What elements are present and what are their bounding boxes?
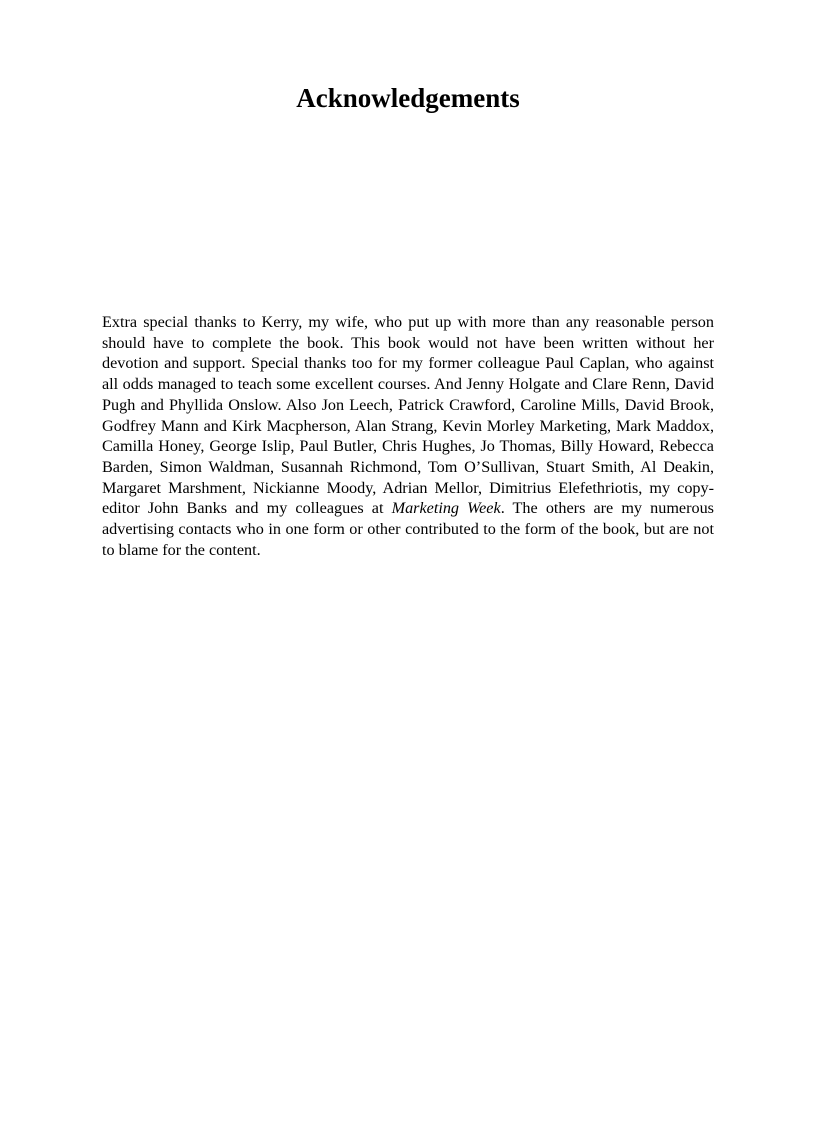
paragraph-text-after-italic: . The others are my numerous advertising contacts who in one form or other contributed to the form of the book, but are not to blame for the content. [102, 499, 714, 559]
paragraph-text-before-italic: Extra special thanks to Kerry, my wife, who put up with more than any reasonable person should have to complete the book. This book would not have been written without her devotion and support. Special thanks too for my former colleague Paul Caplan, who against all odds managed to teach some excellent courses. And Jenny Holgate and Clare Renn, David Pugh and Phyllida Onslow. Also Jon Leech, Patrick Crawford, Caroline Mills, David Brook, Godfrey Mann and Kirk Macpherson, Alan Strang, Kevin Morley Marketing, Mark Maddox, Camilla Honey, George Islip, Paul Butler, Chris Hughes, Jo Thomas, Billy Howard, Rebecca Barden, Simon Waldman, Susannah Richmond, Tom O’Sullivan, Stuart Smith, Al Deakin, Margaret Marshment, Nickianne Moody, Adrian Mellor, Dimitrius Elefethriotis, my copy-editor John Banks and my colleagues at [102, 313, 714, 518]
publication-title-italic: Marketing Week [391, 499, 501, 518]
acknowledgements-paragraph [102, 312, 714, 560]
page-title: Acknowledgements [296, 83, 520, 113]
